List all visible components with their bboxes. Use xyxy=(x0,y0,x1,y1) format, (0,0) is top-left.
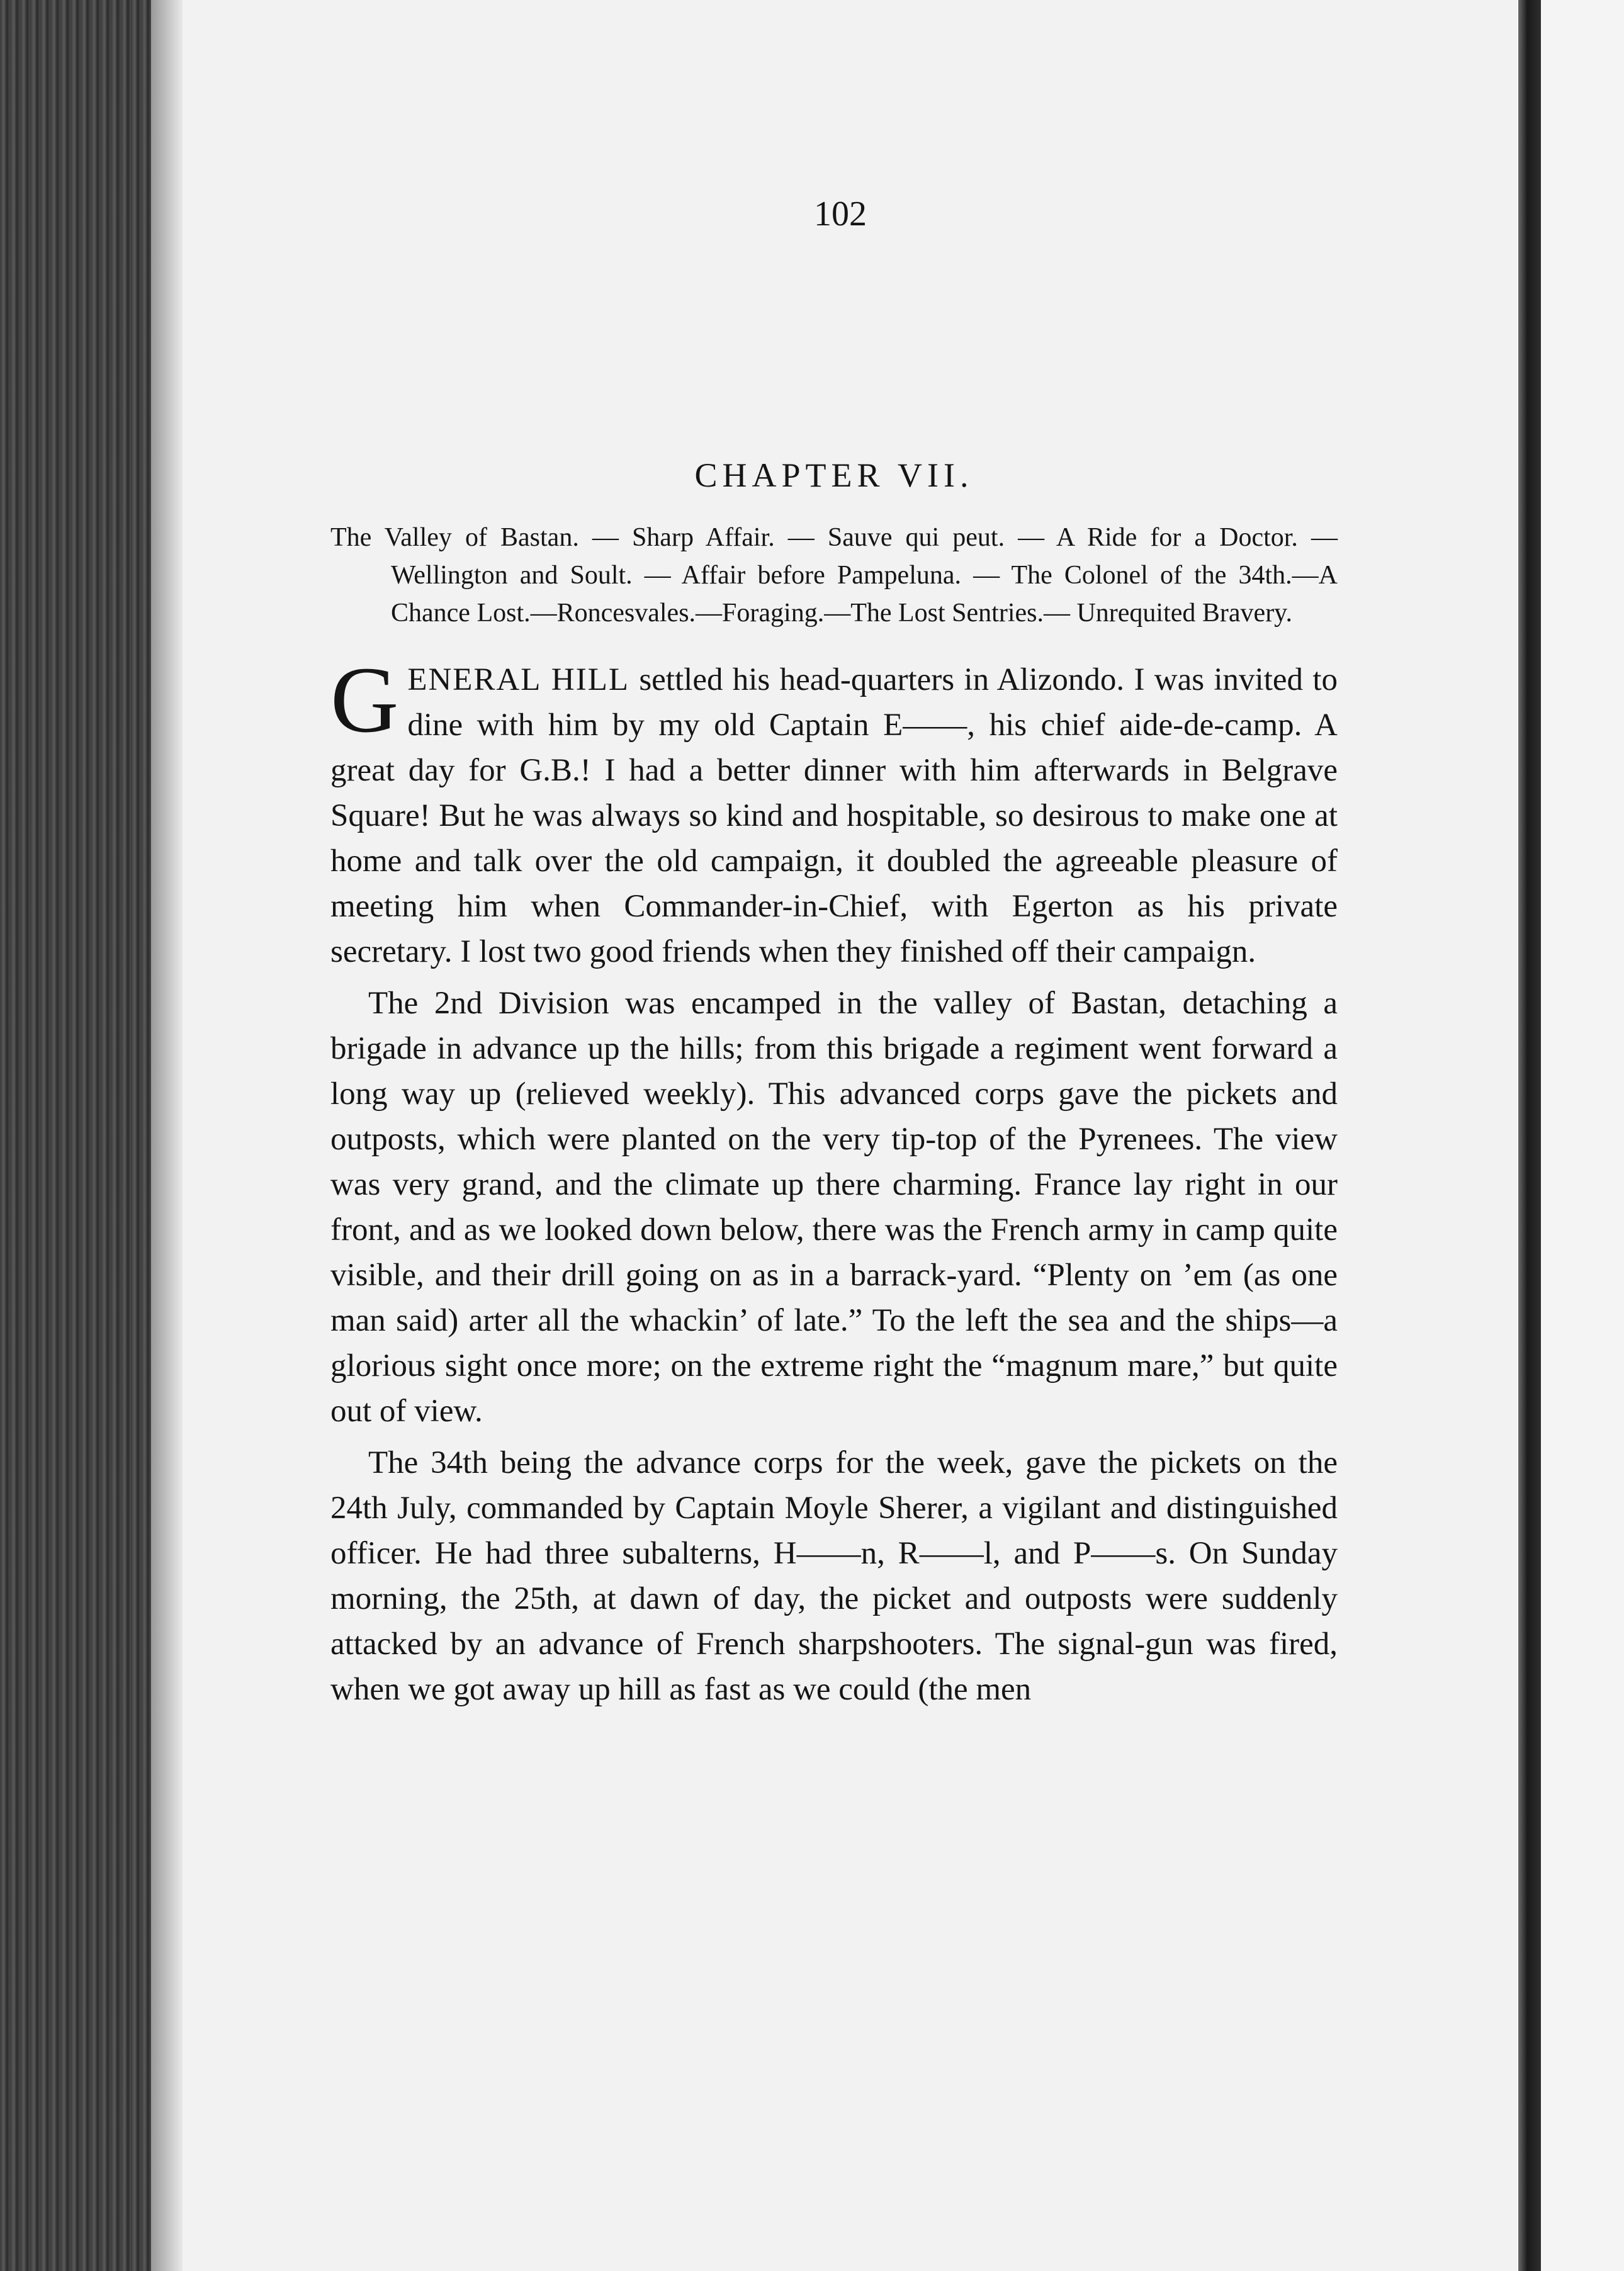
chapter-title: CHAPTER VII. xyxy=(694,456,974,494)
facing-page-margin xyxy=(1541,0,1624,2271)
paragraph xyxy=(330,648,1338,974)
body-text xyxy=(330,648,1338,1712)
page-content xyxy=(330,189,1338,1718)
page-number: 102 xyxy=(814,194,867,234)
page-edge-left xyxy=(0,0,151,2271)
drop-cap: G xyxy=(330,648,399,752)
paragraph-text: settled his head-quarters in Alizondo. I was invited to dine with him by my old Captain E——, his chief aide-de-camp. A great day for G.B.! I had a better dinner with him afterwards in Belgrave Square! But he was always so kind and hospitable, so desirous to make one at home and talk over the old campaign, it doubled the agreeable pleasure of meeting him when Commander-in-Chief, with Egerton as his private secretary. I lost two good friends when they finished off their campaign. xyxy=(330,662,1338,969)
paragraph: The 2nd Division was encamped in the valley of Bastan, detaching a brigade in advance up the hills; from this brigade a regiment went forward a long way up (relieved weekly). This advanced corps gave the pickets and outposts, which were planted on the very tip-top of the Pyrenees. The view was very grand, and the climate up there charming. France lay right in our front, and as we looked down below, there was the French army in camp quite visible, and their drill going on as in a barrack-yard. “Plenty on ’em (as one man said) arter all the whackin’ of late.” To the left the sea and the ships—a glorious sight once more; on the extreme right the “magnum mare,” but quite out of view. xyxy=(330,986,1338,1429)
chapter-summary: The Valley of Bastan. — Sharp Affair. — Sauve qui peut. — A Ride for a Doctor. — Wellington and Soult. — Affair before Pampeluna. — The Colonel of the 34th.—A Chance Lost.—Roncesvales.—Foraging.—The Lost Sentries.— Unrequited Bravery. xyxy=(330,523,1338,628)
lead-capitals: ENERAL HILL xyxy=(407,662,630,697)
paragraph: The 34th being the advance corps for the week, gave the pickets on the 24th July, commanded by Captain Moyle Sherer, a vigilant and distinguished officer. He had three subalterns, H——n, R——l, and P——s. On Sunday morning, the 25th, at dawn of day, the picket and outposts were suddenly attacked by an advance of French sharpshooters. The signal-gun was fired, when we got away up hill as fast as we could (the men xyxy=(330,1445,1338,1707)
binding-edge-right xyxy=(1518,0,1541,2271)
